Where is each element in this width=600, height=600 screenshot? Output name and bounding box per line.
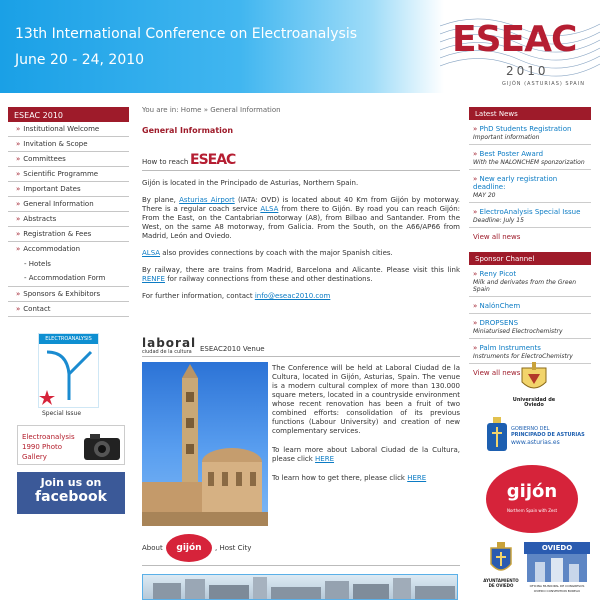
arrow-icon: » — [473, 302, 480, 310]
sidebar-title: ESEAC 2010 — [8, 107, 129, 122]
logo-sub: GIJÓN (ASTURIAS) SPAIN — [502, 81, 585, 87]
mini-eseac-logo: ESEAC — [190, 152, 236, 168]
facebook-logo-text: facebook — [35, 489, 107, 505]
arrow-icon: » — [16, 305, 21, 313]
menu-label: Institutional Welcome — [23, 125, 100, 133]
menu-item-scientific-programme[interactable] — [8, 167, 129, 182]
sponsor-desc: Milk and derivates from the Green Spain — [473, 279, 577, 293]
sponsor-name — [473, 302, 587, 310]
venue-description — [272, 364, 460, 493]
news-headline — [473, 125, 587, 133]
alsa-link-2[interactable]: ALSA — [142, 249, 161, 257]
venue-paragraph: The Conference will be held at Laboral Ciudad de la Cultura, located in Gijón, Asturias, Spain. The venue is a modern cultural complex of more than 130.000 square meters, located in a countryside environment whose recent renovation has been a fruit of two combined efforts: consolidation of its previous functions (Labour University) and creation of new complementary services. — [272, 364, 460, 435]
arrow-icon: » — [16, 230, 21, 238]
oviedo-building-icon — [527, 554, 587, 582]
how-to-reach-label: How to reach — [142, 158, 189, 166]
venue-label: ESEAC2010 Venue — [200, 345, 265, 353]
oviedo-convention-bureau-logo[interactable] — [524, 542, 590, 600]
renfe-link[interactable]: RENFE — [142, 275, 165, 283]
text: To learn how to get there, please click — [272, 474, 408, 482]
oviedo-line2: DE OVIEDO — [488, 583, 514, 588]
arrow-icon: » — [16, 200, 21, 208]
sponsor-item[interactable] — [469, 265, 591, 297]
oviedo-bureau-sub: OFICINA MUNICIPAL DE CONGRESOS OVIEDO CONVENTION BUREAU — [529, 584, 585, 593]
submenu-item-accommodation-form[interactable] — [8, 269, 129, 287]
directions-paragraph — [272, 474, 460, 483]
special-issue-header: ELECTROANALYSIS — [39, 334, 98, 344]
asturias-line1: GOBIERNO DEL — [511, 426, 550, 432]
arrow-icon: » — [16, 215, 21, 223]
logo-year: 2010 — [506, 64, 549, 78]
asturias-line3: www.asturias.es — [511, 439, 560, 446]
sponsor-name — [473, 319, 587, 327]
arrow-icon: » — [473, 150, 480, 158]
menu-label: Hotels — [28, 260, 51, 268]
principado-asturias-logo[interactable] — [486, 415, 586, 460]
arrow-icon: » — [473, 175, 480, 183]
news-headline-text: Best Poster Award — [479, 150, 544, 158]
arrow-icon: » — [16, 170, 21, 178]
gijon-logo[interactable] — [486, 465, 578, 533]
news-item[interactable] — [469, 170, 591, 203]
laboral-building-image — [142, 362, 268, 526]
laboral-logo-sub: ciudad de la cultura — [142, 349, 192, 355]
text: for railway connections from these and other destinations. — [164, 275, 373, 283]
location-paragraph: Gijón is located in the Principado de Asturias, Northern Spain. — [142, 179, 359, 187]
menu-label: Important Dates — [23, 185, 81, 193]
how-to-reach-header — [142, 145, 460, 171]
main-content — [142, 106, 460, 301]
breadcrumb: You are in: Home » General Information — [142, 106, 281, 114]
sponsor-name-text: NalónChem — [479, 302, 521, 310]
menu-label: Committees — [23, 155, 66, 163]
camera-icon — [80, 428, 124, 464]
logo-text: ESEAC — [452, 19, 577, 60]
sponsor-item[interactable] — [469, 297, 591, 314]
city-photo — [142, 574, 458, 600]
news-desc: Deadline: July 15 — [473, 217, 524, 224]
arrow-icon: » — [473, 344, 480, 352]
main-menu — [8, 122, 129, 317]
railway-paragraph — [142, 266, 460, 284]
menu-label: Invitation & Scope — [23, 140, 88, 148]
sponsor-item[interactable] — [469, 314, 591, 339]
menu-label: Sponsors & Exhibitors — [23, 290, 101, 298]
menu-item-abstracts[interactable] — [8, 212, 129, 227]
right-sidebar — [469, 107, 591, 382]
latest-news-title: Latest News — [469, 107, 591, 120]
journal-cover-icon — [39, 344, 98, 406]
special-issue-label: Special Issue — [42, 410, 82, 417]
page-title: General Information — [142, 126, 234, 135]
text: By plane, — [142, 196, 180, 204]
news-headline — [473, 150, 587, 158]
eseac-logo[interactable] — [440, 6, 600, 90]
view-all-news-link[interactable]: View all news — [473, 233, 521, 241]
sponsor-name-text: Reny Picot — [479, 270, 517, 278]
view-all-sponsors-link[interactable]: View all news — [473, 369, 521, 377]
sponsor-item[interactable] — [469, 339, 591, 364]
laboral-here-link[interactable]: HERE — [315, 455, 335, 463]
menu-item-registration-fees[interactable] — [8, 227, 129, 242]
plane-paragraph — [142, 196, 460, 241]
coach-paragraph — [142, 249, 460, 258]
special-issue-cover[interactable] — [38, 333, 99, 408]
news-headline-text: PhD Students Registration — [479, 125, 572, 133]
arrow-icon: » — [473, 208, 480, 216]
submenu-item-hotels[interactable] — [8, 257, 129, 269]
news-headline-text: ElectroAnalysis Special Issue — [479, 208, 581, 216]
universidad-oviedo-logo[interactable] — [506, 362, 562, 408]
arrow-icon: » — [473, 319, 480, 327]
text: By railway, there are trains from Madrid, Barcelona and Alicante. Please visit this link — [142, 266, 460, 274]
site-header — [0, 0, 600, 93]
arrow-icon: » — [16, 125, 21, 133]
dash-icon: - — [24, 260, 29, 268]
conference-title: 13th International Conference on Electroanalysis — [15, 26, 358, 42]
text: also provides connections by coach with the major Spanish cities. — [160, 249, 393, 257]
gijon-logo-tagline: Northern Spain with Zest — [506, 508, 558, 513]
news-headline — [473, 208, 587, 216]
arrow-icon: » — [16, 140, 21, 148]
left-sidebar — [8, 107, 129, 317]
text: For further information, contact — [142, 292, 255, 300]
laboral-logo: laboral — [142, 336, 197, 350]
venue-header — [142, 336, 460, 357]
menu-item-contact[interactable] — [8, 302, 129, 317]
news-item[interactable] — [469, 120, 591, 145]
arrow-icon: » — [16, 185, 21, 193]
text: from there to Gijón. By road you can reach Gijón: From the East, on the Cantabrian motorway (A8), from Bilbao and Santander. From the West, on the same A8 motorway, from Galicia. From the South, on the A66/AP66 from Madrid, León and Oviedo. — [142, 205, 460, 240]
about-label: About — [142, 544, 163, 552]
menu-item-institutional-welcome[interactable] — [8, 122, 129, 137]
sponsor-name — [473, 270, 587, 278]
facebook-banner[interactable] — [17, 472, 125, 514]
news-desc: Important information — [473, 134, 540, 141]
menu-item-committees[interactable] — [8, 152, 129, 167]
city-skyline-image — [143, 575, 458, 600]
email-link[interactable]: info@eseac2010.com — [254, 292, 331, 300]
university-crest-icon — [516, 362, 552, 396]
asturias-crest-icon — [486, 417, 508, 457]
menu-label: General Information — [23, 200, 94, 208]
sponsor-name-text: Palm Instruments — [479, 344, 541, 352]
menu-item-accommodation[interactable] — [8, 242, 129, 257]
menu-item-invitation-scope[interactable] — [8, 137, 129, 152]
menu-item-important-dates[interactable] — [8, 182, 129, 197]
oviedo-line1: AYUNTAMIENTO — [483, 578, 519, 583]
arrow-icon: » — [473, 125, 480, 133]
news-desc: MAY 20 — [473, 192, 496, 199]
university-label: Universidad de Oviedo — [512, 397, 556, 408]
sponsor-channel-title: Sponsor Channel — [469, 252, 591, 265]
learn-more-paragraph — [272, 446, 460, 464]
directions-here-link[interactable]: HERE — [407, 474, 427, 482]
arrow-icon: » — [16, 155, 21, 163]
oviedo-bureau-title: OVIEDO — [524, 542, 590, 554]
menu-label: Registration & Fees — [23, 230, 92, 238]
menu-label: Abstracts — [23, 215, 57, 223]
about-host-city-header — [142, 534, 460, 566]
news-item[interactable] — [469, 145, 591, 170]
menu-label: Accommodation Form — [28, 274, 106, 282]
news-headline-text: New early registration deadline: — [473, 175, 558, 191]
airport-link[interactable]: Asturias Airport — [179, 196, 235, 204]
oviedo-crest-icon — [488, 542, 514, 576]
dash-icon: - — [24, 274, 29, 282]
asturias-line2: PRINCIPADO DE ASTURIAS — [511, 432, 585, 438]
arrow-icon: » — [16, 290, 21, 298]
arrow-icon: » — [16, 245, 21, 253]
contact-paragraph — [142, 292, 460, 301]
menu-item-general-information[interactable] — [8, 197, 129, 212]
alsa-link[interactable]: ALSA — [260, 205, 279, 213]
sponsor-name — [473, 344, 587, 352]
arrow-icon: » — [473, 270, 480, 278]
venue-photo — [142, 362, 268, 526]
host-city-label: , Host City — [215, 544, 252, 552]
news-item[interactable] — [469, 203, 591, 228]
text: To learn more about Laboral Ciudad de la Cultura, please click — [272, 446, 460, 463]
news-headline — [473, 175, 587, 191]
text: (IATA: OVD) is located about 40 Km from Gijón by motorway. There is a regular coach service — [142, 196, 460, 213]
sponsor-name-text: DROPSENS — [479, 319, 519, 327]
ayuntamiento-oviedo-logo[interactable] — [480, 542, 522, 600]
gijon-logo-word: gijón — [506, 481, 558, 502]
sponsor-desc: Instruments for ElectroChemistry — [473, 353, 573, 360]
gijon-small-logo: gijón — [166, 534, 212, 562]
menu-label: Scientific Programme — [23, 170, 99, 178]
conference-date: June 20 - 24, 2010 — [15, 52, 145, 68]
photo-gallery-banner[interactable] — [17, 425, 125, 465]
news-desc: With the NALONCHEM sponzorization — [473, 159, 585, 166]
menu-label: Accommodation — [23, 245, 81, 253]
gallery-text: Electroanalysis 1990 Photo Gallery — [22, 433, 75, 461]
menu-item-sponsors-exhibitors[interactable] — [8, 287, 129, 302]
sponsor-desc: Miniaturised Electrochemistry — [473, 328, 563, 335]
facebook-join-text: Join us on — [40, 476, 102, 489]
menu-label: Contact — [23, 305, 51, 313]
